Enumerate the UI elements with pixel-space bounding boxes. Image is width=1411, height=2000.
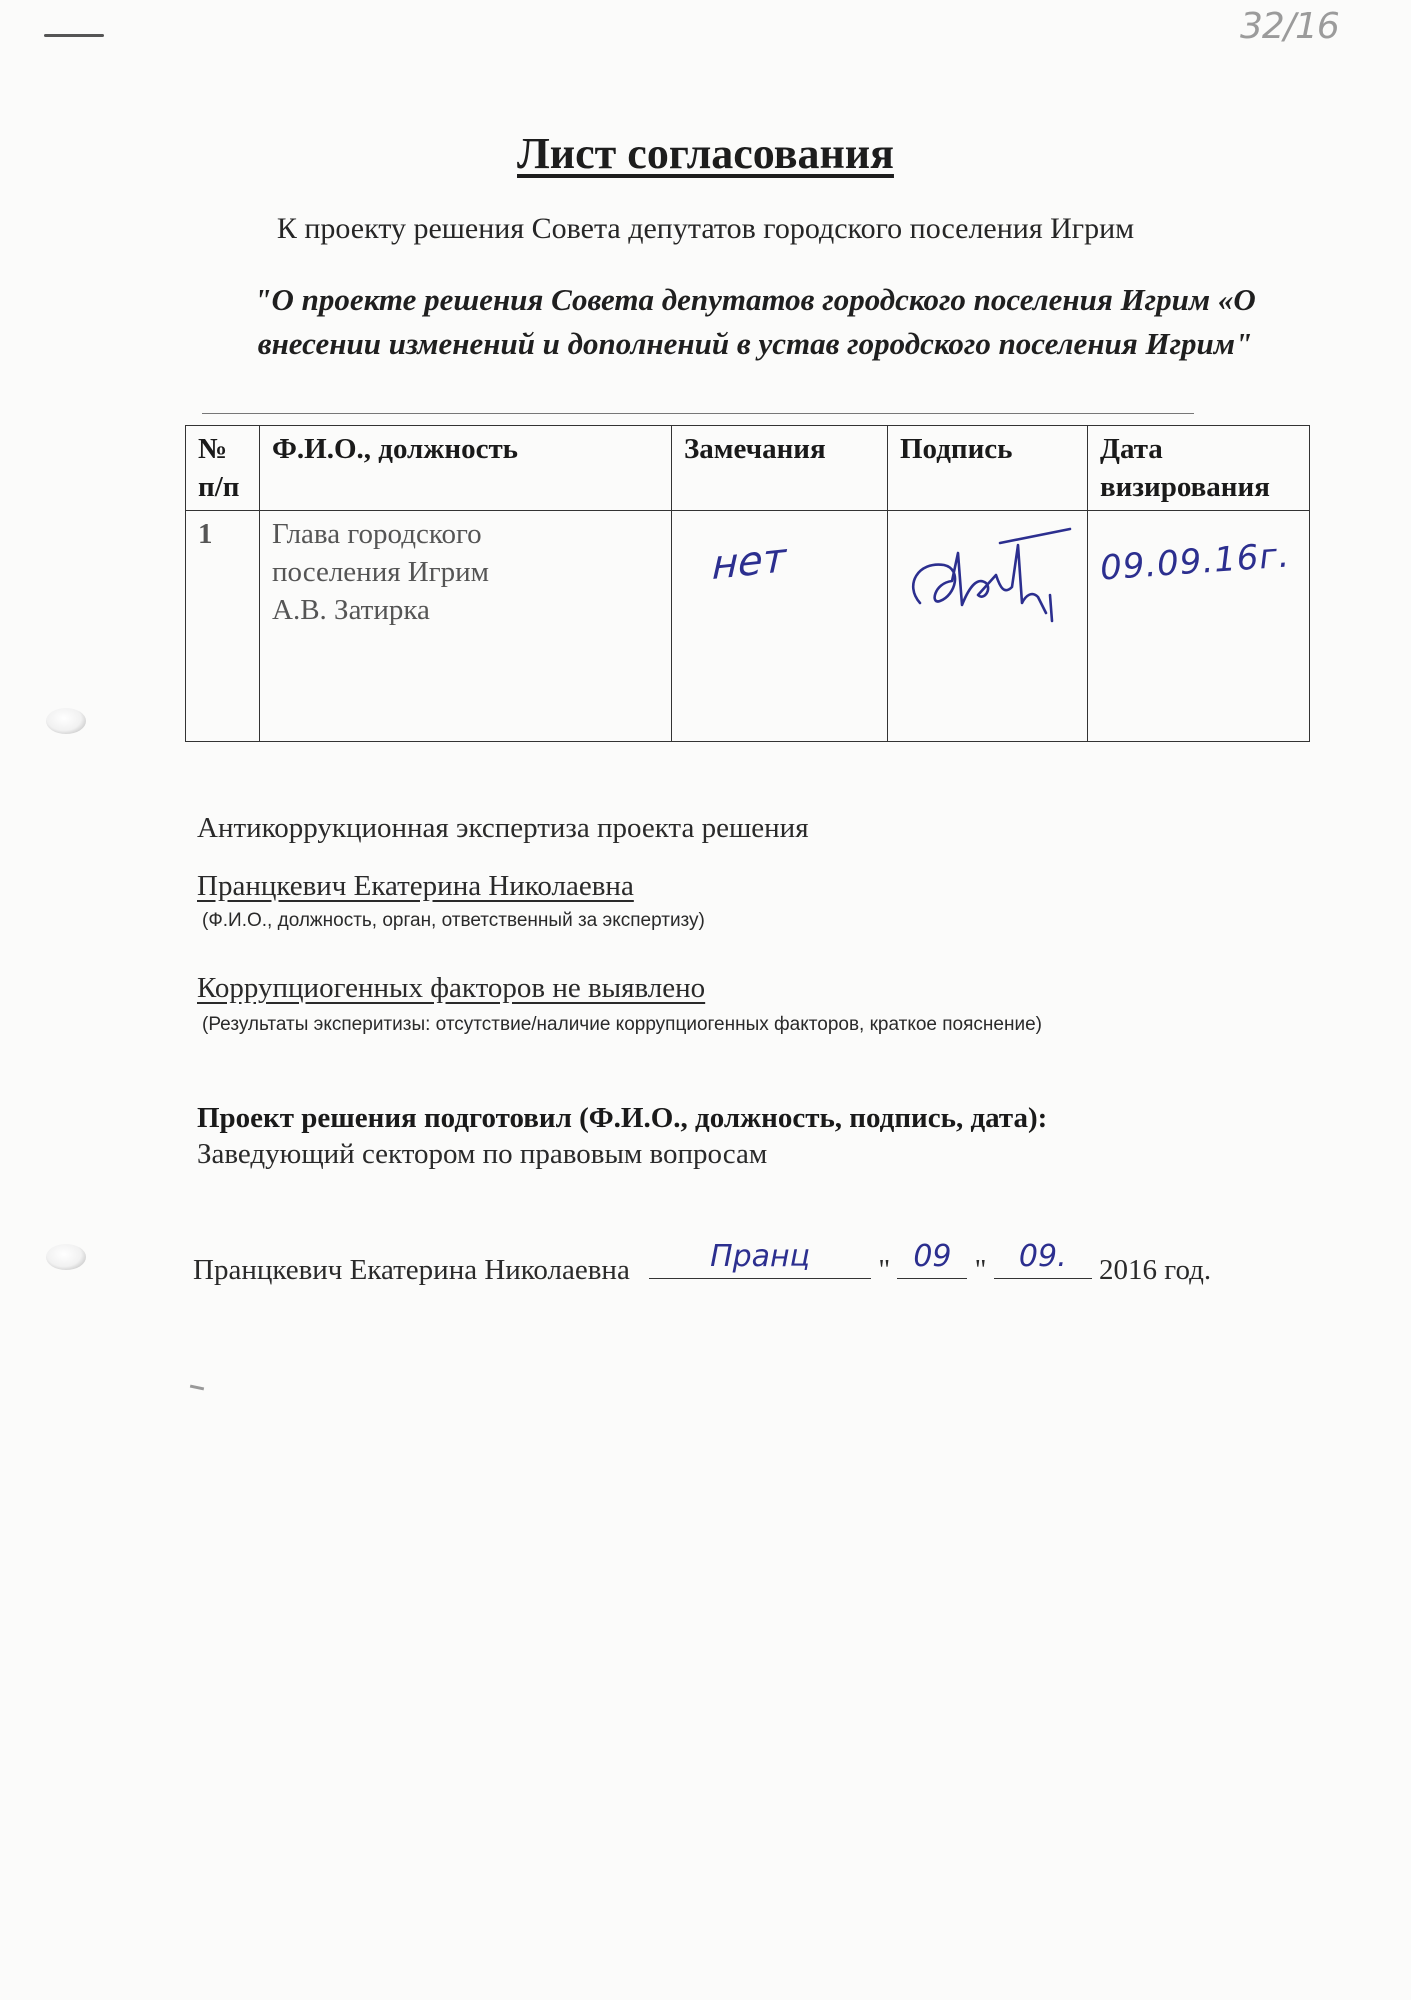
project-title: [200, 278, 1310, 366]
name-line: А.В. Затирка: [272, 594, 430, 626]
header-date: Дата визирования: [1088, 426, 1310, 511]
handwritten-remark: нет: [711, 534, 787, 590]
scan-mark: [44, 34, 104, 37]
signature-line: [649, 1239, 871, 1279]
table-row: [186, 511, 1310, 742]
row-name: [260, 511, 672, 742]
approval-table: [185, 425, 1310, 742]
month-line: [994, 1239, 1092, 1279]
scan-mark: [190, 1385, 204, 1391]
page-title: Лист согласования: [517, 129, 894, 178]
row-num: 1: [186, 511, 260, 742]
row-date: [1088, 511, 1310, 742]
table-header-row: [186, 426, 1310, 511]
row-signature: [888, 511, 1088, 742]
result-caption: (Результаты эксперитизы: отсутствие/наличие коррупциогенных факторов, краткое пояснение): [202, 1014, 1042, 1035]
expertise-result: Коррупциогенных факторов не выявлено: [197, 972, 706, 1004]
name-line: поселения Игрим: [272, 556, 490, 588]
handwritten-month: 09.: [1018, 1239, 1067, 1274]
handwritten-signature: Пранц: [710, 1239, 811, 1274]
header-num: № п/п: [186, 426, 260, 511]
signature-row: [193, 1239, 1313, 1308]
row-remarks: [672, 511, 888, 742]
quote-open: ": [878, 1254, 891, 1286]
expert-name: Пранцкевич Екатерина Николаевна: [197, 870, 634, 902]
page-subtitle: К проекту решения Совета депутатов городского поселения Игрим: [276, 212, 1135, 245]
expert-caption: (Ф.И.О., должность, орган, ответственный за экспертизу): [202, 910, 705, 931]
header-name: Ф.И.О., должность: [260, 426, 672, 511]
prepared-label: Проект решения подготовил (Ф.И.О., должность, подпись, дата):: [197, 1102, 1048, 1134]
anticorruption-heading: Антикоррукционная экспертиза проекта решения: [197, 812, 809, 844]
divider: [202, 413, 1194, 414]
project-title-line: внесении изменений и дополнений в устав городского поселения Игрим": [257, 326, 1253, 361]
header-remarks: Замечания: [672, 426, 888, 511]
prepared-position: Заведующий сектором по правовым вопросам: [197, 1138, 768, 1170]
day-line: [897, 1239, 967, 1279]
handwritten-date: 09.09.16г.: [1098, 535, 1292, 589]
quote-close: ": [974, 1254, 987, 1286]
preparer-name: Пранцкевич Екатерина Николаевна: [193, 1254, 630, 1286]
header-signature: Подпись: [888, 426, 1088, 511]
year-text: 2016 год.: [1099, 1254, 1212, 1286]
punch-hole: [46, 1244, 86, 1270]
page-number: 32/16: [1240, 6, 1339, 47]
signature-scribble: [900, 525, 1076, 635]
handwritten-day: 09: [913, 1239, 952, 1274]
punch-hole: [46, 708, 86, 734]
name-line: Глава городского: [272, 518, 482, 550]
project-title-line: "О проекте решения Совета депутатов городского поселения Игрим «О: [254, 282, 1256, 317]
